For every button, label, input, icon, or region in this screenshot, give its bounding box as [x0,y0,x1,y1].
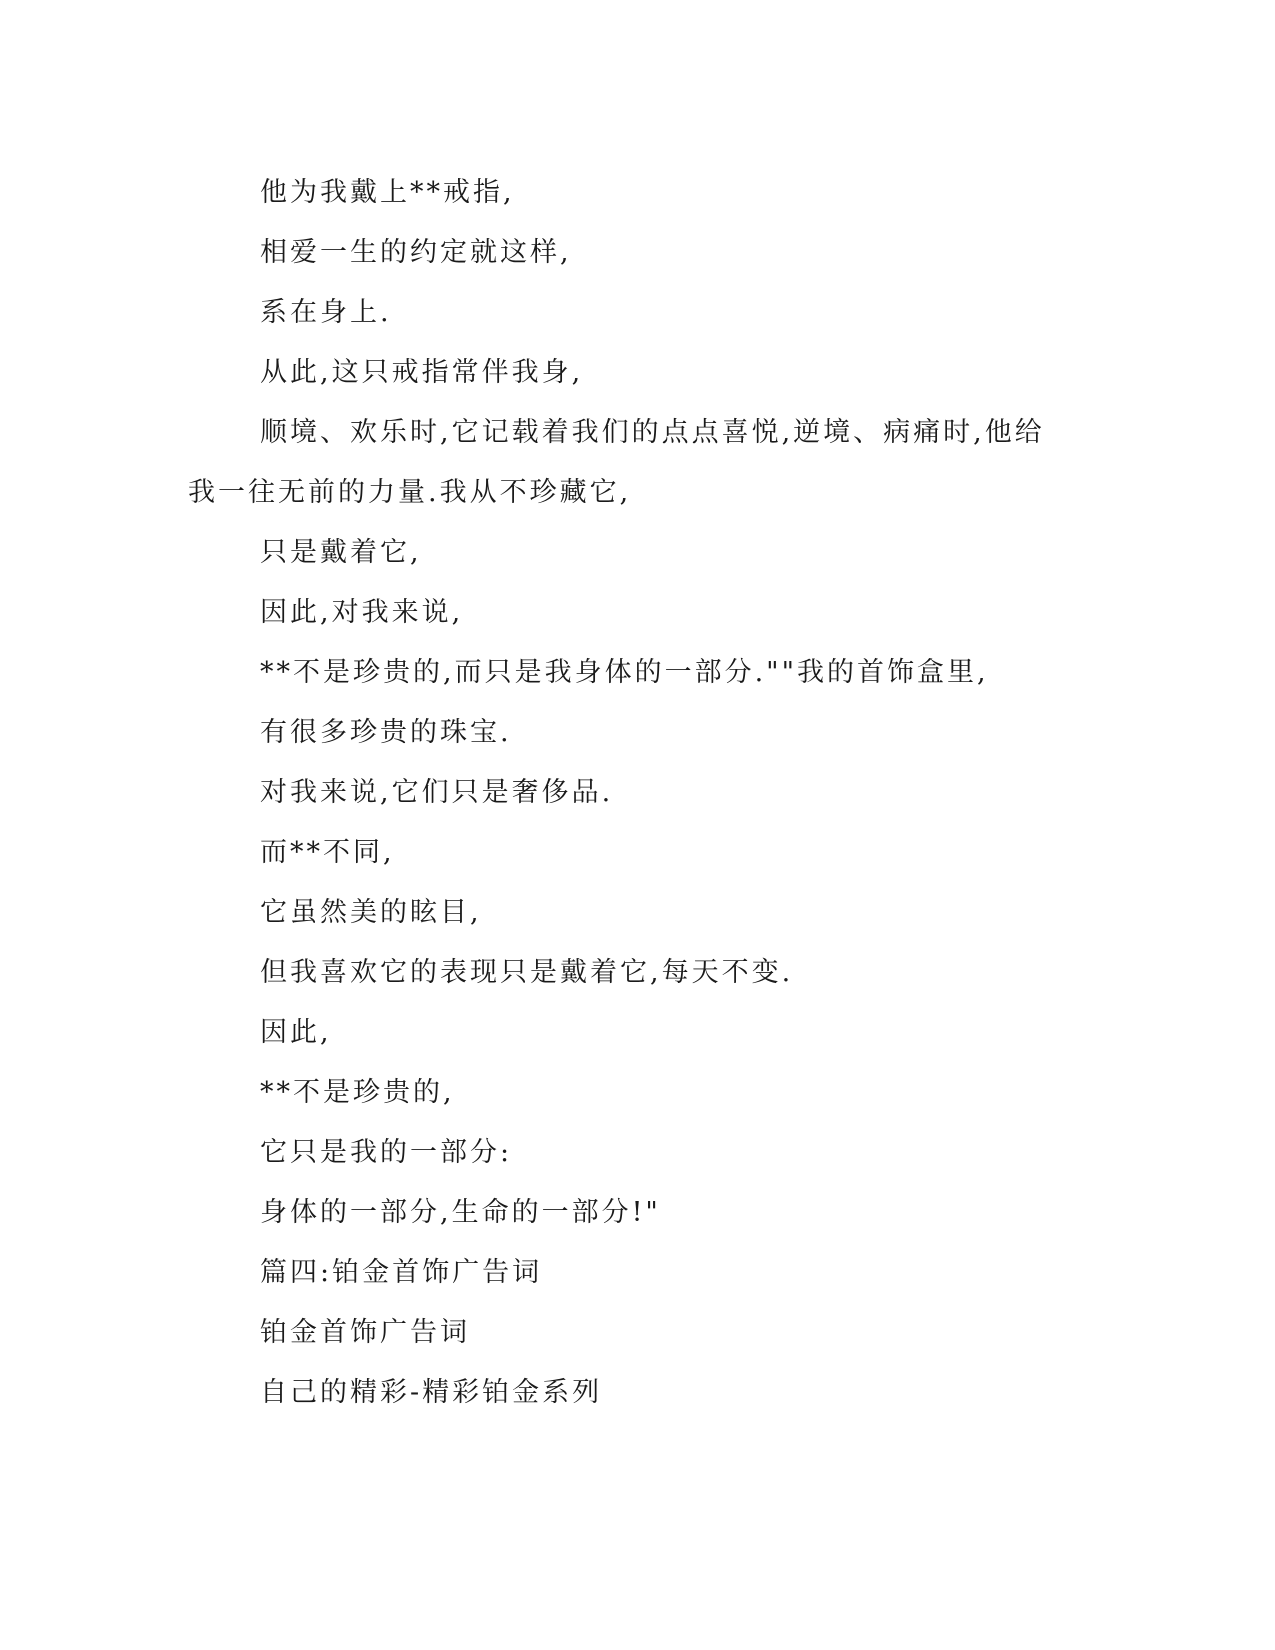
paragraph-line: 但我喜欢它的表现只是戴着它,每天不变. [260,957,794,988]
paragraph-line: 相爱一生的约定就这样, [260,237,572,268]
document-body [188,163,1088,1423]
paragraph-line: **不是珍贵的, [260,1077,455,1108]
paragraph-line: 因此,对我来说, [260,597,464,628]
section-title: 铂金首饰广告词 [260,1317,470,1348]
paragraph-line-continuation: 我一往无前的力量.我从不珍藏它, [188,477,632,508]
section-heading: 篇四:铂金首饰广告词 [260,1257,543,1288]
paragraph-line: 它只是我的一部分: [260,1137,513,1168]
paragraph-line: 只是戴着它, [260,537,422,568]
paragraph-line: 系在身上. [260,297,392,328]
paragraph-line: 身体的一部分,生命的一部分!" [260,1197,661,1228]
paragraph-line: 它虽然美的眩目, [260,897,482,928]
paragraph-line: 对我来说,它们只是奢侈品. [260,777,614,808]
paragraph-line: 而**不同, [260,837,395,868]
paragraph-line: 自己的精彩-精彩铂金系列 [260,1377,603,1408]
paragraph-line: 有很多珍贵的珠宝. [260,717,512,748]
paragraph-line: 顺境、欢乐时,它记载着我们的点点喜悦,逆境、病痛时,他给 [260,417,1045,448]
paragraph-line: **不是珍贵的,而只是我身体的一部分.""我的首饰盒里, [260,657,989,688]
paragraph-line: 因此, [260,1017,332,1048]
paragraph-line: 他为我戴上**戒指, [260,177,515,208]
paragraph-line: 从此,这只戒指常伴我身, [260,357,584,388]
